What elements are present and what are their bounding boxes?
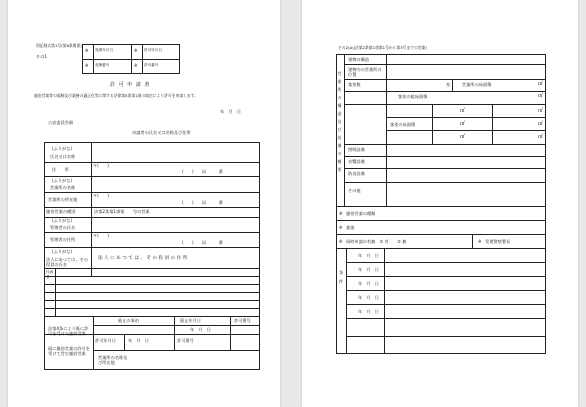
p2-side-label: 営業所の構造及び設備の概要 <box>337 71 342 172</box>
tel-3: ( ) 局 番 <box>182 240 223 245</box>
p2-check-4: ㎡ <box>538 108 544 114</box>
permit-no-label: 許可番号 <box>144 63 159 67</box>
application-page-2 <box>302 0 578 407</box>
furigana-2: (ふりがな) <box>52 178 73 183</box>
name-label: 氏名又は名称 <box>50 154 76 159</box>
hist-ymd-1: 年 月 日 <box>190 327 211 332</box>
p2-row-lighting: 照明設備 <box>348 147 365 152</box>
furigana-1: (ふりがな) <box>52 146 73 151</box>
category-value: 法第2条第1項第 号の営業 <box>94 209 150 214</box>
date-line: 年 月 日 <box>220 109 241 114</box>
hist-col-3: 許可番号 <box>234 318 251 323</box>
hist-col-1: 廃止の事由 <box>118 318 139 323</box>
p2-check-6: ㎡ <box>538 121 544 127</box>
permit-date-label-2: 許可年月日 <box>95 338 116 343</box>
p2-row-soundproof: 防音設備 <box>348 171 365 176</box>
p2-side2: 条件 <box>339 270 344 284</box>
p2-concurrent: 同時申請の有無 ① 有 ② 無 <box>346 239 407 244</box>
receipt-no-label: 受理番号 <box>95 63 110 67</box>
p2-check-3: ㎡ <box>460 108 466 114</box>
p2-category: 風俗営業の種類 <box>346 211 376 216</box>
tel-2: ( ) 局 番 <box>182 200 223 205</box>
p2-check-5: ㎡ <box>460 121 466 127</box>
p2-header: その2(A)(法第2条第1項第1号から第3号までの営業) <box>338 45 427 50</box>
ymd-2: 年 月 日 <box>128 338 149 343</box>
furigana-3: (ふりがな) <box>52 218 73 223</box>
hist-col-2: 廃止年月日 <box>180 318 201 323</box>
p2-category-mark: ※ <box>339 211 343 216</box>
p2-row-rooms: 客室数 <box>348 82 361 87</box>
p2-row-other: その他 <box>348 188 361 193</box>
manager-name-label: 管理者の氏名 <box>50 225 76 230</box>
application-page-1 <box>8 0 280 407</box>
p2-business-mark: ※ <box>339 225 343 230</box>
receipt-mark: ※ <box>85 48 89 53</box>
p2-police: 受理警察署長 <box>485 239 511 244</box>
p2-ymd-1: 年 月 日 <box>358 253 379 258</box>
p2-police-mark: ※ <box>478 239 482 244</box>
category-label: 風俗営業の種別 <box>46 209 76 214</box>
p2-floor-label: 営業所の床面積 <box>462 82 492 87</box>
form-id: 別記様式第1号(第8条関係) <box>36 43 82 48</box>
p2-check-1: ㎡ <box>538 81 544 87</box>
postal-2: 〒( ) <box>93 193 109 198</box>
officer-label: 法人にあつては、その役員の氏名 <box>46 257 88 267</box>
p2-check-2: ㎡ <box>538 93 544 99</box>
officer-header: 法 人 に あ つ て は 、 そ の 役 員 の 住 所 <box>98 256 188 261</box>
p2-ymd-3: 年 月 日 <box>358 281 379 286</box>
hist-left: 法第4条により既に許可を受けた風俗営業 <box>48 326 89 336</box>
tel-1: ( ) 局 番 <box>182 169 223 174</box>
other-left: 現に風俗営業の許可を受けて営む風俗営業 <box>48 346 90 356</box>
other-label: 営業所の名称及び所在地 <box>98 355 128 365</box>
p2-ymd-5: 年 月 日 <box>358 309 379 314</box>
receipt-date-label: 受理年月日 <box>95 48 113 52</box>
permit-mark: ※ <box>134 48 138 53</box>
applicant-label: 申請者の氏名又は名称及び住所 <box>132 130 191 135</box>
furigana-4: (ふりがな) <box>52 249 73 254</box>
p2-ymd-2: 年 月 日 <box>358 267 379 272</box>
permit-date-label: 許可年月日 <box>144 48 162 52</box>
permit-no-label-2: 許可番号 <box>177 338 194 343</box>
postal-3: 〒( ) <box>93 233 109 238</box>
addressee: 公安委員会殿 <box>48 120 74 125</box>
permit-mark-2: ※ <box>134 63 138 68</box>
business-address-label: 営業所の所在地 <box>48 197 78 202</box>
sono-label: その1 <box>36 54 48 59</box>
body-text: 風俗営業等の規制及び業務の適正化等に関する法律第5条第1項の規定により許可を申請します。 <box>34 93 198 98</box>
manager-address-label: 管理者の住所 <box>50 237 76 242</box>
p2-concurrent-mark: ※ <box>339 239 343 244</box>
receipt-mark-2: ※ <box>85 63 89 68</box>
address-label: 住 所 <box>52 167 69 172</box>
p2-row-sound: 音響設備 <box>348 159 365 164</box>
p2-row-position: 建物内の営業所の位置 <box>348 67 382 77</box>
p2-row-structure: 建物の構造 <box>348 57 369 62</box>
postal-1: 〒( ) <box>93 163 109 168</box>
form-title: 許 可 申 請 書 <box>110 82 151 88</box>
p2-check-7: ㎡ <box>460 134 466 140</box>
rep-side: 代表者 <box>46 270 54 279</box>
p2-check-8: ㎡ <box>538 134 544 140</box>
p2-ymd-4: 年 月 日 <box>358 295 379 300</box>
p2-row-floor: 客室の床面積 <box>390 122 416 127</box>
p2-room-unit: 室 <box>446 82 451 87</box>
p2-row-total-floor: 客室の総床面積 <box>398 94 428 99</box>
business-name-label: 営業所の名称 <box>50 185 76 190</box>
p2-business: 兼業 <box>346 225 355 230</box>
